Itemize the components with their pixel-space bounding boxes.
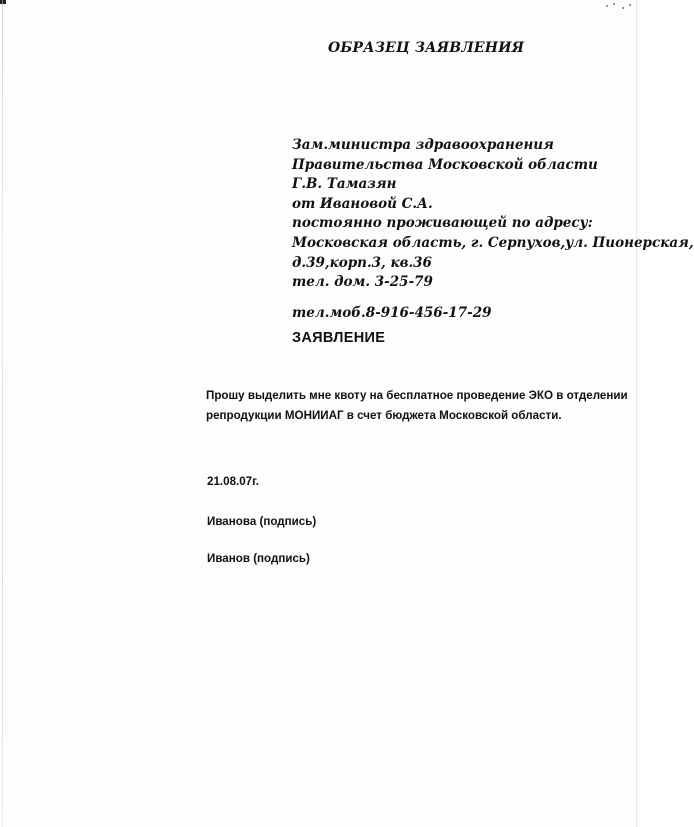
sender-address-label: постоянно проживающей по адресу: xyxy=(292,215,593,232)
scan-artifact xyxy=(0,0,6,4)
scan-edge-right xyxy=(636,0,637,827)
statement-date: 21.08.07г. xyxy=(207,475,260,488)
statement-body-line: Прошу выделить мне квоту на бесплатное проведение ЭКО в отделении xyxy=(206,389,628,402)
scan-artifact-marks xyxy=(604,2,634,12)
addressee-block xyxy=(292,136,694,323)
scan-edge-left xyxy=(2,0,3,827)
addressee-name: Г.В. Тамазян xyxy=(292,176,397,193)
document-header: ОБРАЗЕЦ ЗАЯВЛЕНИЯ xyxy=(328,40,525,56)
sender-home-phone: тел. дом. 3-25-79 xyxy=(292,274,433,291)
addressee-organization: Правительства Московской области xyxy=(292,156,598,173)
sender-address-city: Московская область, г. Серпухов,ул. Пионерская, xyxy=(292,234,694,251)
sender-name: от Ивановой С.А. xyxy=(292,195,433,212)
statement-title: ЗАЯВЛЕНИЕ xyxy=(292,330,386,346)
signature-line: Иванов (подпись) xyxy=(207,552,310,565)
statement-body-line: репродукции МОНИИАГ в счет бюджета Московской области. xyxy=(206,409,562,422)
addressee-position: Зам.министра здравоохранения xyxy=(292,137,554,153)
signature-line: Иванова (подпись) xyxy=(207,515,317,528)
statement-body xyxy=(206,386,636,426)
sender-mobile-phone: тел.моб.8-916-456-17-29 xyxy=(292,304,492,321)
sender-address-house: д.39,корп.3, кв.36 xyxy=(292,254,432,271)
